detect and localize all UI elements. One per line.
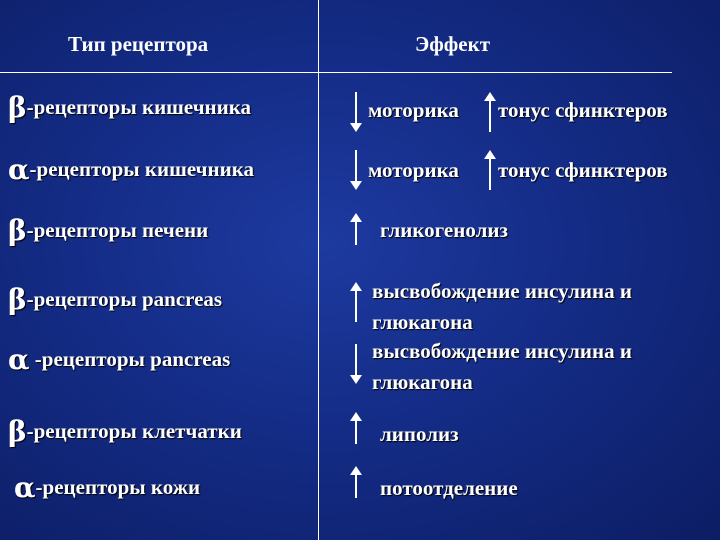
greek-alpha-symbol: α <box>14 471 36 504</box>
arrow-up-icon <box>350 466 362 498</box>
greek-beta-symbol: β <box>8 214 27 247</box>
arrow-up-icon <box>484 92 496 132</box>
arrow-down-icon <box>350 92 362 132</box>
header-effect: Эффект <box>415 32 491 56</box>
receptor-row-6 <box>8 415 242 448</box>
receptor-row-4 <box>8 283 223 316</box>
effect-row-2b: тонус сфинктеров <box>498 158 668 182</box>
arrow-up-icon <box>350 412 362 444</box>
effect-row-7: потоотделение <box>380 476 518 500</box>
receptor-label: -рецепторы кишечника <box>26 95 252 119</box>
receptor-label: -рецепторы кишечника <box>29 157 254 181</box>
receptor-row-5 <box>8 343 231 376</box>
receptor-row-7 <box>14 471 201 504</box>
arrow-up-icon <box>350 282 362 322</box>
effect-row-4: высвобождение инсулина и глюкагона <box>372 279 632 334</box>
greek-alpha-symbol: α <box>8 343 30 376</box>
receptor-label: -рецепторы печени <box>26 218 209 242</box>
header-divider <box>0 72 672 73</box>
receptor-row-2 <box>8 153 254 186</box>
receptor-label: -рецепторы pancreas <box>26 287 223 311</box>
greek-beta-symbol: β <box>8 91 27 124</box>
effect-row-1a: моторика <box>368 98 459 122</box>
greek-alpha-symbol: α <box>8 153 30 186</box>
receptor-row-3 <box>8 214 209 247</box>
receptor-row-1 <box>8 91 252 124</box>
effect-row-1b: тонус сфинктеров <box>498 98 668 122</box>
arrow-down-icon <box>350 344 362 384</box>
effect-row-5: высвобождение инсулина и глюкагона <box>372 339 632 394</box>
arrow-up-icon <box>350 213 362 245</box>
column-divider <box>318 0 319 540</box>
arrow-down-icon <box>350 150 362 190</box>
effect-row-2a: моторика <box>368 158 459 182</box>
header-receptor-type: Тип рецептора <box>68 32 209 56</box>
receptor-label: -рецепторы клетчатки <box>26 419 242 443</box>
effect-row-3: гликогенолиз <box>380 218 508 242</box>
receptor-label: -рецепторы кожи <box>35 475 201 499</box>
effect-row-6: липолиз <box>380 422 459 446</box>
arrow-up-icon <box>484 150 496 190</box>
greek-beta-symbol: β <box>8 415 27 448</box>
receptor-label: -рецепторы pancreas <box>29 347 231 371</box>
greek-beta-symbol: β <box>8 283 27 316</box>
